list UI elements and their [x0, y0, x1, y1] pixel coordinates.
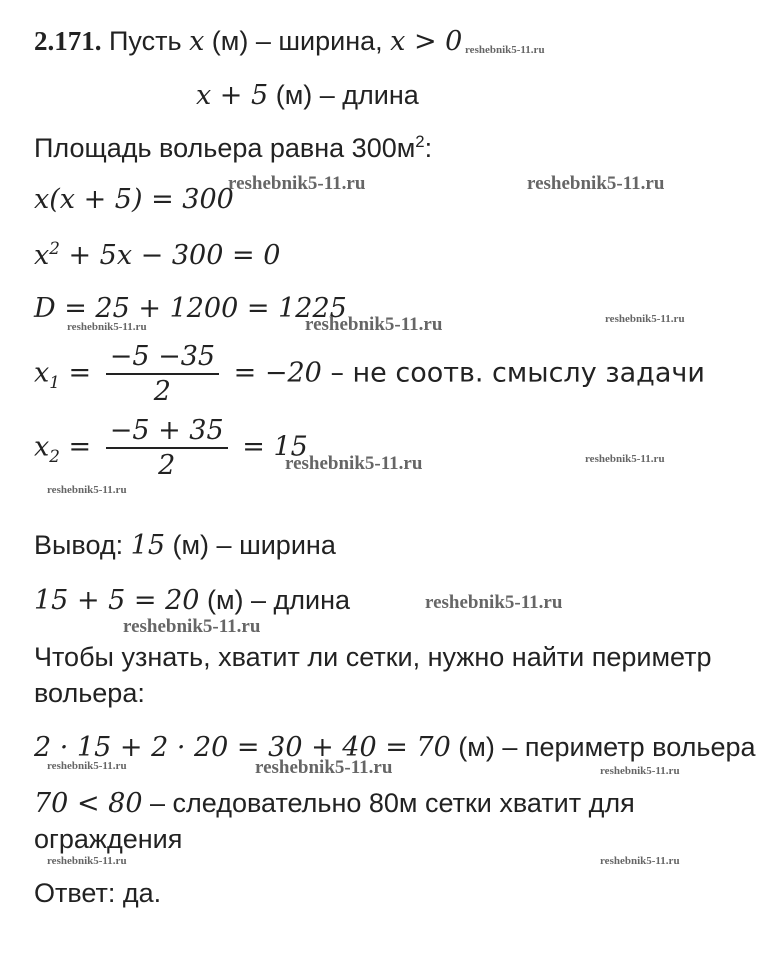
area-colon: : [424, 133, 433, 163]
perimeter-intro-1: Чтобы узнать, хватит ли сетки, нужно найти периметр [34, 642, 712, 672]
equation-2: $x^2 + 5x - 300 = 0$ [34, 238, 281, 271]
fraction-bar [106, 447, 228, 449]
x2-fraction [106, 417, 228, 479]
area-statement [34, 134, 432, 162]
answer: Ответ: да. [34, 878, 162, 908]
equation-1: x(x + 5) = 300 [34, 184, 234, 215]
perimeter-calc: 2 · 15 + 2 · 20 = 30 + 40 = 70 (м) – периметр вольера [34, 732, 756, 763]
watermark: reshebnik5-11.ru [228, 173, 366, 194]
watermark: reshebnik5-11.ru [425, 592, 563, 613]
length-expr: x + 5 [196, 80, 269, 111]
length-text: (м) – длина [268, 80, 419, 110]
watermark: reshebnik5-11.ru [600, 855, 680, 867]
watermark: reshebnik5-11.ru [285, 453, 423, 474]
compare-1: 70 < 80 – следовательно 80м сетки хватит для [34, 788, 635, 819]
watermark: reshebnik5-11.ru [47, 855, 127, 867]
area-sup: 2 [415, 132, 425, 151]
condition: x > 0 [390, 26, 463, 57]
length-result: 15 + 5 = 20 (м) – длина [34, 585, 351, 616]
var-x: x [189, 26, 205, 57]
x2-denominator: 2 [158, 450, 176, 481]
watermark: reshebnik5-11.ru [465, 44, 545, 56]
perimeter-intro-2: вольера: [34, 678, 145, 708]
x1-fraction [106, 343, 219, 405]
fraction-bar [106, 373, 219, 375]
watermark: reshebnik5-11.ru [47, 484, 127, 496]
root-x1: $x_1$ = $\frac{-5 -35}{2}$ = −20 – не соотв. смыслу задачи [34, 341, 705, 407]
watermark: reshebnik5-11.ru [605, 313, 685, 325]
root-x2: $x_2$ = $\frac{-5 + 35}{2}$ = 15 [34, 415, 308, 481]
area-text: Площадь вольера равна 300м [34, 133, 416, 163]
discriminant: D = 25 + 1200 = 1225 [34, 293, 347, 324]
watermark: reshebnik5-11.ru [255, 757, 393, 778]
x1-denominator: 2 [153, 376, 171, 407]
problem-number: 2.171. [34, 26, 102, 56]
compare-2: ограждения [34, 824, 183, 854]
watermark: reshebnik5-11.ru [123, 616, 261, 637]
length-definition [196, 82, 419, 109]
watermark: reshebnik5-11.ru [585, 453, 665, 465]
x1-numerator: −5 −35 [109, 341, 216, 372]
watermark: reshebnik5-11.ru [305, 314, 443, 335]
problem-statement [34, 28, 462, 55]
watermark: reshebnik5-11.ru [47, 760, 127, 772]
x1-note: – не соотв. смыслу задачи [321, 357, 705, 389]
conclusion: Вывод: 15 (м) – ширина [34, 530, 336, 561]
intro-text: Пусть [109, 26, 190, 56]
watermark: reshebnik5-11.ru [527, 173, 665, 194]
watermark: reshebnik5-11.ru [67, 321, 147, 333]
x2-numerator: −5 + 35 [109, 415, 224, 446]
watermark: reshebnik5-11.ru [600, 765, 680, 777]
width-definition: (м) – ширина, [204, 26, 391, 56]
eq2-sup: 2 [49, 238, 60, 258]
